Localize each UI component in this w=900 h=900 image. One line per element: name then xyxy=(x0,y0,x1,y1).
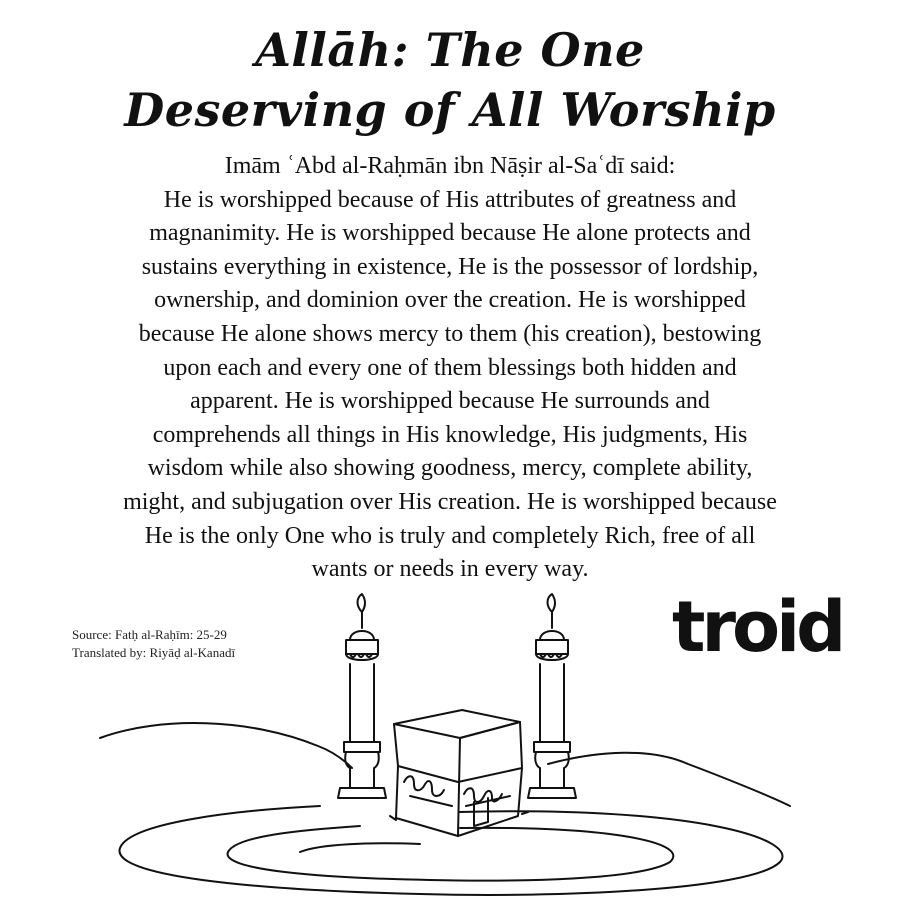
quote-line: wisdom while also showing goodness, mercy, complete ability, xyxy=(147,455,753,482)
quote-line: He is worshipped because of His attributes of greatness and xyxy=(163,186,737,213)
translator-credit: Translated by: Riyāḍ al-Kanadī xyxy=(72,645,236,660)
quote-line: apparent. He is worshipped because He surrounds and xyxy=(190,388,710,415)
quote-line: upon each and every one of them blessings both hidden and xyxy=(163,354,737,381)
troid-logo: troid xyxy=(672,586,843,668)
quote-intro: Imām ʿAbd al-Raḥmān ibn Nāṣir al-Saʿdī said: xyxy=(224,153,676,179)
quote-block xyxy=(40,150,860,587)
quote-line: sustains everything in existence, He is the possessor of lordship, xyxy=(141,253,759,280)
quote-line: because He alone shows mercy to them (his creation), bestowing xyxy=(138,320,762,347)
quote-line: He is the only One who is truly and completely Rich, free of all xyxy=(144,522,756,549)
source-citation: Source: Fatḥ al-Raḥīm: 25-29 xyxy=(72,627,227,642)
source-block xyxy=(72,626,235,662)
quote-line: comprehends all things in His knowledge, His judgments, His xyxy=(152,421,748,448)
quote-line: magnanimity. He is worshipped because He alone protects and xyxy=(149,220,751,247)
quote-line: ownership, and dominion over the creation. He is worshipped xyxy=(154,287,746,314)
quote-line: wants or needs in every way. xyxy=(311,556,589,583)
page-title-line-1: Allāh: The One xyxy=(255,23,645,77)
quote-line: might, and subjugation over His creation. He is worshipped because xyxy=(123,488,777,515)
page-title-line-2: Deserving of All Worship xyxy=(124,83,776,137)
